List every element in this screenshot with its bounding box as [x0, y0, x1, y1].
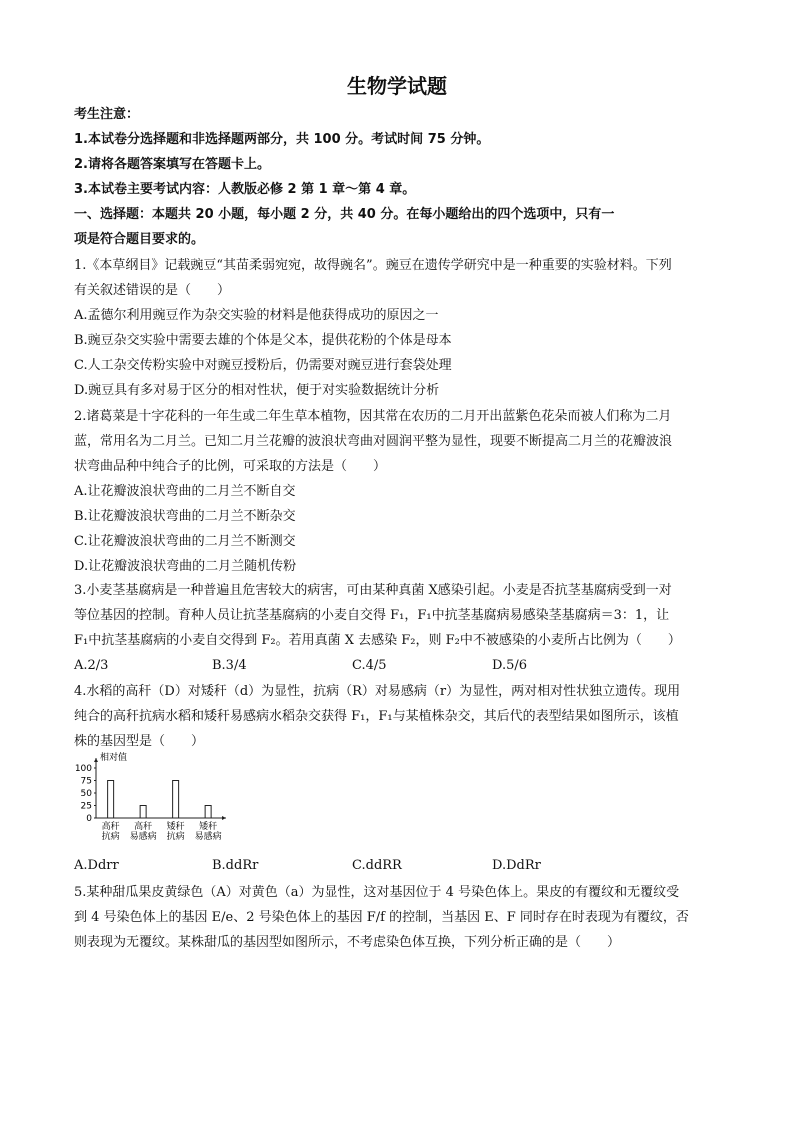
x-tick-label: 高秆: [134, 822, 153, 832]
x-tick-label: 矮秆: [166, 822, 185, 832]
notice-item: 2.请将各题答案填写在答题卡上。: [74, 157, 270, 172]
section-heading: 项是符合题目要求的。: [74, 232, 205, 247]
q4-option: C.ddRR: [352, 858, 402, 873]
x-tick-label: 抗病: [101, 832, 120, 842]
y-tick-label: 25: [80, 801, 92, 812]
q4-stem: 4.水稻的高秆（D）对矮秆（d）为显性，抗病（R）对易感病（r）为显性，两对相对性状独立遗传。现用: [74, 684, 681, 699]
bar: [140, 806, 146, 819]
bar-chart-svg: [74, 752, 234, 852]
bar: [173, 781, 179, 819]
y-axis-label: 相对值: [100, 753, 128, 763]
y-tick-label: 50: [80, 789, 92, 799]
y-tick-label: 75: [80, 776, 92, 787]
notice-head: 考生注意：: [74, 107, 140, 122]
bar: [205, 806, 211, 819]
q3-option: D.5/6: [492, 658, 528, 673]
page-title: 生物学试题: [347, 74, 447, 98]
x-tick-label: 矮秆: [199, 822, 218, 832]
q1-option: B.豌豆杂交实验中需要去雄的个体是父本，提供花粉的个体是母本: [74, 333, 452, 348]
q2-option: D.让花瓣波浪状弯曲的二月兰随机传粉: [74, 559, 297, 574]
section-heading: 一、选择题：本题共 20 小题，每小题 2 分，共 40 分。在每小题给出的四个选项中，只有一: [74, 207, 615, 222]
q2-stem: 2.诸葛菜是十字花科的一年生或二年生草本植物，因其常在农历的二月开出蓝紫色花朵而被人们称为二月: [74, 409, 672, 424]
q2-stem: 状弯曲品种中纯合子的比例，可采取的方法是（ ）: [74, 459, 387, 474]
x-axis-arrow: [222, 816, 226, 820]
q5-stem: 5.某种甜瓜果皮黄绿色（A）对黄色（a）为显性，这对基因位于 4 号染色体上。果皮的有覆纹和无覆纹受: [74, 885, 680, 900]
q2-option: C.让花瓣波浪状弯曲的二月兰不断测交: [74, 534, 296, 549]
q3-stem: 等位基因的控制。育种人员让抗茎基腐病的小麦自交得 F₁，F₁中抗茎基腐病易感染茎基腐病＝3：1，让: [74, 608, 670, 623]
q5-stem: 则表现为无覆纹。某株甜瓜的基因型如图所示，不考虑染色体互换，下列分析正确的是（ ）: [74, 935, 621, 950]
notice-item: 1.本试卷分选择题和非选择题两部分，共 100 分。考试时间 75 分钟。: [74, 132, 490, 147]
q2-option: A.让花瓣波浪状弯曲的二月兰不断自交: [74, 484, 296, 499]
x-tick-label: 易感病: [194, 832, 222, 842]
q3-option: C.4/5: [352, 658, 387, 673]
q3-stem: 3.小麦茎基腐病是一种普遍且危害较大的病害，可由某种真菌 X感染引起。小麦是否抗茎基腐病受到一对: [74, 583, 672, 598]
q2-option: B.让花瓣波浪状弯曲的二月兰不断杂交: [74, 509, 296, 524]
q4-option: A.Ddrr: [74, 858, 119, 873]
x-tick-label: 抗病: [166, 832, 185, 842]
q3-option: A.2/3: [74, 658, 109, 673]
y-tick-label: 100: [74, 764, 92, 774]
q1-stem: 1.《本草纲目》记载豌豆“其苗柔弱宛宛，故得豌名”。豌豆在遗传学研究中是一种重要的实验材料。下列: [74, 258, 672, 273]
notice-item: 3.本试卷主要考试内容：人教版必修 2 第 1 章～第 4 章。: [74, 182, 416, 197]
x-tick-label: 易感病: [129, 832, 157, 842]
bar: [108, 781, 114, 819]
y-tick-label: 0: [86, 814, 92, 824]
q1-option: D.豌豆具有多对易于区分的相对性状，便于对实验数据统计分析: [74, 383, 440, 398]
q1-option: C.人工杂交传粉实验中对豌豆授粉后，仍需要对豌豆进行套袋处理: [74, 358, 452, 373]
q4-stem: 株的基因型是（ ）: [74, 734, 205, 749]
q4-option: D.DdRr: [492, 858, 541, 873]
q3-stem: F₁中抗茎基腐病的小麦自交得到 F₂。若用真菌 X 去感染 F₂，则 F₂中不被感染的小麦所占比例为（ ）: [74, 633, 681, 648]
y-axis-arrow: [94, 758, 98, 762]
q1-option: A.孟德尔利用豌豆作为杂交实验的材料是他获得成功的原因之一: [74, 308, 439, 323]
q4-bar-chart: [74, 752, 234, 852]
q5-stem: 到 4 号染色体上的基因 E/e、2 号染色体上的基因 F/f 的控制，当基因 E、F 同时存在时表现为有覆纹，否: [74, 910, 689, 925]
q4-stem: 纯合的高秆抗病水稻和矮秆易感病水稻杂交获得 F₁，F₁与某植株杂交，其后代的表型结果如图所示，该植: [74, 709, 679, 724]
q1-stem: 有关叙述错误的是（ ）: [74, 283, 231, 298]
q3-option: B.3/4: [212, 658, 247, 673]
q4-option: B.ddRr: [212, 858, 259, 873]
x-tick-label: 高秆: [101, 822, 120, 832]
q2-stem: 蓝，常用名为二月兰。已知二月兰花瓣的波浪状弯曲对圆润平整为显性，现要不断提高二月兰的花瓣波浪: [74, 434, 673, 449]
